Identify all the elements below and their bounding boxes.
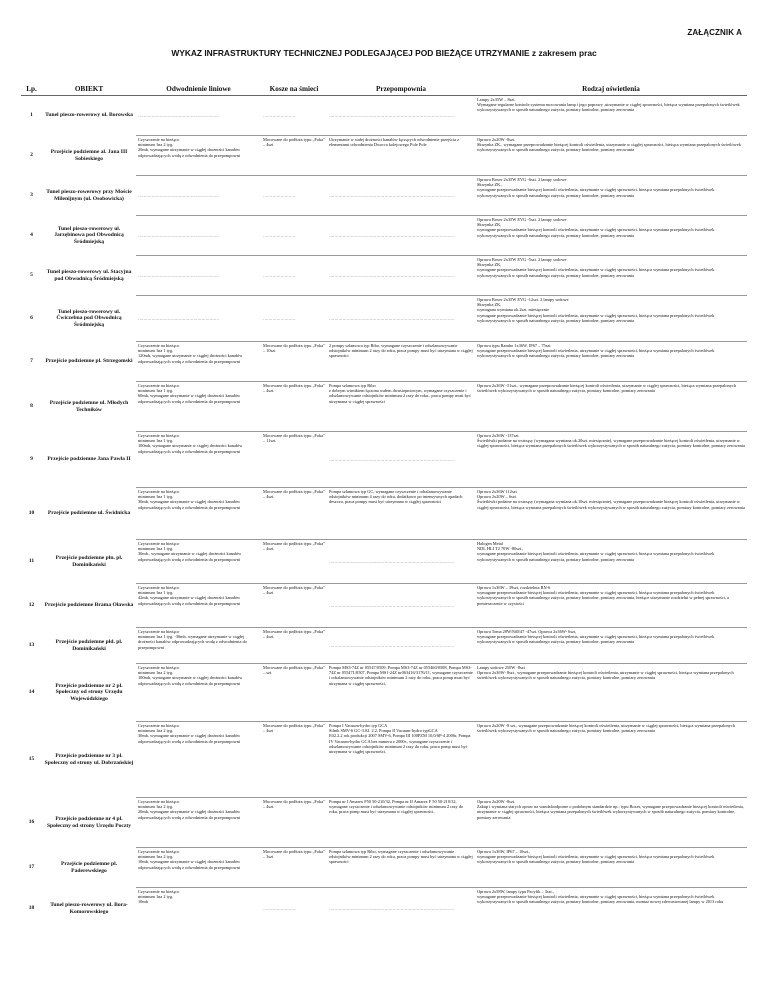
object-name: Przejście podziemne płd. pl. Dominikański xyxy=(55,638,123,652)
table-body xyxy=(21,96,747,930)
header-object: OBIEKT xyxy=(42,82,136,96)
row-number: 7 xyxy=(30,357,33,364)
lighting-cell: Oprawa 2x58W, lampy typu Pacyfik – 3szt., wymagane przeprowadzanie bieżącej kontroli oświetlenia, utrzymanie w ciągłej sprawności, bieżąca wymiana przepalonych świetlówek wykorzystywanych w sposób naturalnego zużycia, pomiary kontrolne, pomiary zerowania, montaż nowej zdewastowanej lampy w 2013 roku xyxy=(475,888,747,930)
table-row xyxy=(21,96,747,136)
object-name: Przejście podziemne płn. pl. Dominikański xyxy=(55,554,123,568)
row-number: 17 xyxy=(28,863,35,870)
row-number: 16 xyxy=(28,818,35,825)
drainage-cell: Czyszczenie na bieżąco minimum 1na 1 tyg. -30mb, wymagane utrzymanie w ciągłej drożności kanałów odprowadzających wodę z odwodnienia do przepompowni xyxy=(136,628,261,664)
trash-bins-cell: Mocowane do podłoża typu „Foka" – 4szt. xyxy=(261,488,327,540)
table-row xyxy=(21,216,747,256)
trash-bins-cell: Mocowane do podłoża typu „Foka" – 4szt. xyxy=(261,540,327,584)
row-number: 10 xyxy=(28,509,35,516)
object-name: Przejście podziemne nr 3 pl. Społeczny od strony ul. Dobrzańskiej xyxy=(44,752,134,766)
object-name: Tunel pieszo-rowerowy ul. Borowska xyxy=(45,112,133,119)
header-pump-station: Przepompownia xyxy=(327,82,475,96)
object-name: Tunel pieszo-rowerowy ul. Ćwiczebna pod Obwodnicą Śródmiejską xyxy=(56,308,122,328)
row-number: 9 xyxy=(30,455,33,462)
table-row xyxy=(21,342,747,382)
table-row xyxy=(21,888,747,930)
object-name: Przejście podziemne ul. Młodych Techników xyxy=(49,399,129,413)
lighting-cell: Oprawa 2x36W -51szt., wymagane przeprowadzanie bieżącej kontroli oświetlenia, utrzymanie w ciągłej sprawności, bieżąca wymiana przepalonych świetlówek wykorzystywanych w sposób naturalnego zużycia, pomiary kontrolne, pomiary zerowania xyxy=(475,382,747,432)
trash-bins-cell: Mocowane do podłoża typu „Foka" – 3szt xyxy=(261,848,327,888)
pump-station-cell: ………………………………………………………………………………… xyxy=(327,584,475,628)
lighting-cell: Oprawa 2x36W 112szt Oprawa 2x20W – 6szt. Świetlówki podatne na wstrząsy (wymagana wymiana ok.10szt. miesięcznie), wymagane przeprowadzanie bieżącej kontroli oświetlenia, utrzymanie w ciągłej sprawności, bieżąca wymiana przepalonych świetlówek wykorzystywanych w sposób naturalnego zużycia, pomiary kontrolne, pomiary zerowania xyxy=(475,488,747,540)
row-number: 3 xyxy=(30,191,33,198)
table-header-row xyxy=(21,82,747,96)
table-row xyxy=(21,664,747,722)
table-row xyxy=(21,540,747,584)
infrastructure-table xyxy=(21,82,747,930)
trash-bins-cell: …………………… xyxy=(261,96,327,136)
lighting-cell: Oprawa Boxer 2x35W EVG -5szt. 2 lampy sodowe Skrzynka ZK, wymagane przeprowadzanie bieżącej kontroli oświetlenia, utrzymanie w ciągłej sprawności, bieżąca wymiana przepalonych świetlówek wykorzystywanych w sposób naturalnego zużycia, pomiary kontrolne, pomiary zerowania xyxy=(475,216,747,256)
pump-station-cell: Pompa nr I Amarex F50 50-210/32, Pompa nr II Amarex F 50 50-210/32, wymagane czyszczenie i odszlamowywanie odstojników minimum 2 razy do roku, praca pomp musi być utrzymana w ciągłej sprawności, xyxy=(327,798,475,848)
lighting-cell: Oprawa Toma 28W/840/47 -47szt. Oprawa 2x36W- 6szt, wymagane przeprowadzanie bieżącej kontroli oświetlenia, utrzymanie w ciągłej sprawności, bieżąca wymiana przepalonych świetlówek wykorzystywanych w sposób naturalnego zużycia, pomiary kontrolne, pomiary zerowania xyxy=(475,628,747,664)
document-title: WYKAZ INFRASTRUKTURY TECHNICZNEJ PODLEGAJĄCEJ POD BIEŻĄCE UTRZYMANIE z zakresem prac xyxy=(171,48,597,58)
table-row xyxy=(21,432,747,488)
table-row xyxy=(21,798,747,848)
object-name: Tunel pieszo-rowerowy ul. Bora-Komorowskiego xyxy=(50,901,128,915)
pump-station-cell: Pompa szlamowa typ Bibo z dobrym wirnikiem łączona wałem dwustopniowym, wymagane czyszczenie i odszlamowywanie odstojników minimum 2 razy do roku., praca pompy musi być utrzymana w ciągłej sprawności xyxy=(327,382,475,432)
row-number: 4 xyxy=(30,231,33,238)
lighting-cell: Oprawa 2x20W -8szt. Skrzynka ZK., wymagane przeprowadzanie bieżącej kontroli oświetlenia, utrzymanie w ciągłej sprawności, bieżąca wymiana przepalonych świetlówek wykorzystywanych w sposób naturalnego zużycia, pomiary kontrolne, pomiary zerowania xyxy=(475,136,747,176)
drainage-cell: …………………………………………………… xyxy=(136,96,261,136)
object-name: Tunel pieszo-rowerowy ul. Stacyjna pod Obwodnicą Śródmiejską xyxy=(46,268,132,282)
table-row xyxy=(21,628,747,664)
object-name: Przejście podziemne nr 2 pl. Społeczny od strony Urzędu Wojewódzkiego xyxy=(55,682,123,702)
header-trash-bins: Kosze na śmieci xyxy=(261,82,327,96)
lighting-cell: Oprawa 2x20W -8 szt., wymagane przeprowadzanie bieżącej kontroli oświetlenia, utrzymanie w ciągłej sprawności, bieżąca wymiana przepalonych świetlówek wykorzystywanych w sposób naturalnego zużycia, pomiary kontrolne, pomiary zerowania xyxy=(475,722,747,798)
drainage-cell: …………………………………………………… xyxy=(136,216,261,256)
lighting-cell: Oprawa typu Rambo 1x36W, IP67 – 75szt wymagane przeprowadzanie bieżącej kontroli oświetlenia, utrzymanie w ciągłej sprawności, bieżąca wymiana przepalonych świetlówek wykorzystywanych w sposób naturalnego zużycia, pomiary kontrolne, pomiary zerowania xyxy=(475,342,747,382)
row-number: 8 xyxy=(30,402,33,409)
lighting-cell: Halogen Metal NDL HLI T2 70W -80szt., wymagane przeprowadzanie bieżącej kontroli oświetlenia, utrzymanie w ciągłej sprawności, bieżąca wymiana przepalonych świetlówek wykorzystywanych w sposób naturalnego zużycia, pomiary kontrolne, pomiary zerowania xyxy=(475,540,747,584)
table-row xyxy=(21,256,747,296)
pump-station-cell: ………………………………………………………………………………… xyxy=(327,432,475,488)
object-name: Tunel pieszo-rowerowy przy Moście Milenijnym (ul. Osobowicka) xyxy=(46,188,132,202)
drainage-cell: Czyszczenie na bieżąco minimum 1na 2 tyg. 20mb, wymagane utrzymanie w ciągłej drożności kanałów odprowadzających wodę z odwodnienia do przepompowni xyxy=(136,798,261,848)
pump-station-cell: Pompa szlamowa typ Bibo, wymagane czyszczenie i odszlamowywanie odstojników minimum 2 razy do roku, praca pompy musi być utrzymana w ciągłej sprawności xyxy=(327,848,475,888)
pump-station-cell: Utrzymanie w stałej drożności kanałów łączących odwodnienie przejścia z elementami odwodnienia Dworca kolejowego Pole Pole xyxy=(327,136,475,176)
trash-bins-cell: Mocowane do podłoża typu „Foka" – 10szt xyxy=(261,342,327,382)
pump-station-cell: ………………………………………………………………………………… xyxy=(327,888,475,930)
pump-station-cell: Pompa MS3-74Z nr 05547/0509, Pompa MS3-74Z nr 055460/0508, Pompa MS3-74Z nr 055471/0507, Pompa MS1-24Z nr063416/3176/11, wymagane czyszczenie i odszlamowywanie odstojników minimum 2 razy do roku, praca pomp musi być utrzymana w ciągłej sprawności, xyxy=(327,664,475,722)
drainage-cell: Czyszczenie na bieżąco minimum 1na 1 tyg. 30mb, wymagane utrzymanie w ciągłej drożności kanałów odprowadzających wodę z odwodnienia do przepompowni xyxy=(136,488,261,540)
trash-bins-cell: Mocowane do podłoża typu „Foka" – szt. xyxy=(261,664,327,722)
row-number: 11 xyxy=(28,557,35,564)
drainage-cell: Czyszczenie na bieżąco minimum 1na 1 tyg. 30mb., wymagane utrzymanie w ciągłej drożności kanałów odprowadzających wodę z odwodnienia do przepompowni xyxy=(136,540,261,584)
trash-bins-cell: Mocowane do podłoża typu „Foka" – 4szt xyxy=(261,136,327,176)
trash-bins-cell: Mocowane do podłoża typu „Foka" – 4szt. xyxy=(261,628,327,664)
pump-station-cell: ………………………………………………………………………………… xyxy=(327,628,475,664)
row-number: 15 xyxy=(28,755,35,762)
object-name: Przejście podziemne ul. Świdnicka xyxy=(47,510,131,517)
object-name: Przejście podziemne pl. Paderewskiego xyxy=(60,860,118,874)
row-number: 6 xyxy=(30,314,33,321)
object-name: Przejście podziemne pl. Strzegomski xyxy=(45,358,133,365)
row-number: 18 xyxy=(28,904,35,911)
trash-bins-cell: …………………… xyxy=(261,256,327,296)
trash-bins-cell: Mocowane do podłoża typu „Foka" – 4szt. xyxy=(261,382,327,432)
lighting-cell: Lampy 2x35W – 8szt. Wymagane regularne kontrole systemu mocowania lamp i jego poprawy ,utrzymanie w ciągłej sprawności, bieżąca wymiana przepalonych świetlówek wykorzystywanych w sposób naturalnego zużycia, pomiary kontrolne, pomiary zerowania xyxy=(475,96,747,136)
trash-bins-cell: Mocowane do podłoża typu „Foka" – 4szt xyxy=(261,722,327,798)
header-linear-drainage: Odwodnienie liniowe xyxy=(136,82,261,96)
pump-station-cell: Pompa szlamowa typ GC, wymagane czyszczenie i odszlamowywanie odstojników minimum 4 razy do roku, dodatkowo po intensywnych opadach deszczu, praca pompy musi być utrzymana w ciągłej sprawności xyxy=(327,488,475,540)
drainage-cell: Czyszczenie na bieżąco minimum 1na 1 tyg. 100mb, wymagane utrzymanie w ciągłej drożności kanałów odprowadzających wodę z odwodnienia do przepompowni xyxy=(136,432,261,488)
lighting-cell: Oprawa 2x36W -137szt. Świetlówki podatne na wstrząsy (wymagana wymiana ok.20szt. miesięcznie), wymagane przeprowadzanie bieżącej kontroli oświetlenia, utrzymanie w ciągłej sprawności, bieżąca wymiana przepalonych świetlówek wykorzystywanych w sposób naturalnego zużycia, pomiary kontrolne, pomiary zerowania xyxy=(475,432,747,488)
drainage-cell: Czyszczenie na bieżąco minimum 1na 2 tyg. 10mb, wymagane utrzymanie w ciągłej drożności kanałów odprowadzających wodę z odwodnienia do przepompowni xyxy=(136,848,261,888)
row-number: 5 xyxy=(30,271,33,278)
lighting-cell: Oprawa Boxer 2x35W EVG -12szt. 2 lampy sodowe Skrzynka ZK, wymagana wymiana ok.2szt. miesięcznie wymagane przeprowadzanie bieżącej kontroli oświetlenia, utrzymanie w ciągłej sprawności, bieżąca wymiana przepalonych świetlówek wykorzystywanych w sposób naturalnego zużycia, pomiary kontrolne, pomiary zerowania xyxy=(475,296,747,342)
object-name: Przejście podziemne Brama Oławska xyxy=(44,602,134,609)
trash-bins-cell: …………………… xyxy=(261,176,327,216)
table-row xyxy=(21,722,747,798)
drainage-cell: Czyszczenie na bieżąco minimum 1na 1 tyg. 42mb, wymagane utrzymanie w ciągłej drożności kanałów odprowadzających wodę z odwodnienia do przepompowni xyxy=(136,584,261,628)
table-row xyxy=(21,176,747,216)
table-row xyxy=(21,136,747,176)
pump-station-cell: ………………………………………………………………………………… xyxy=(327,540,475,584)
table-row xyxy=(21,584,747,628)
pump-station-cell: ………………………………………………………………………………… xyxy=(327,296,475,342)
lighting-cell: Oprawa 2x20W -8szt. Zakup i wymiana starych opraw na wandaloodporne o podobnym standardzie np.: typu Boxer, wymagane przeprowadzanie bieżącej kontroli oświetlenia, utrzymanie w ciągłej sprawności, bieżąca wymiana przepalonych świetlówek wykorzystywanych w sposób naturalnego zużycia, pomiary kontrolne, pomiary zerowania xyxy=(475,798,747,848)
pump-station-cell: Pompa I Vacuum-hydro typ GCA Silnik SMV-6 GC-3.02. 2.2, Pompa II Vacuum-hydro typGCA E02.2.2 rok produkcji 2007 SMV-6, Pompa III 100PZM 10,0/SP-4 2006r, Pompa IV Vacuum-hydro GCA bez numeru z 2000r., wymagane czyszczenie i odszlamowywanie odstojników minimum 2 razy do roku, praca pomp musi być utrzymana w ciągłej sprawności, xyxy=(327,722,475,798)
header-lighting-type: Rodzaj oświetlenia xyxy=(475,82,747,96)
trash-bins-cell: …………………… xyxy=(261,296,327,342)
pump-station-cell: ………………………………………………………………………………… xyxy=(327,96,475,136)
row-number: 1 xyxy=(30,112,33,119)
trash-bins-cell: …………………… xyxy=(261,888,327,930)
drainage-cell: Czyszczenie na bieżąco minimum 1na 2 tyg. 100mb, wymagane utrzymanie w ciągłej drożności kanałów odprowadzających wodę z odwodnienia do przepompowni xyxy=(136,664,261,722)
trash-bins-cell: Mocowane do podłoża typu „Foka" – 4szt xyxy=(261,584,327,628)
lighting-cell: Oprawa 1x36W – 39szt, rozdzielnia RN-6 wymagane przeprowadzanie bieżącej kontroli oświetlenia, utrzymanie w ciągłej sprawności, bieżąca wymiana przepalonych świetlówek wykorzystywanych w sposób naturalnego zużycia, pomiary kontrolne, pomiary zerowania, bieżące utrzymanie rozdzielni w pełnej sprawności, a pomieszczenie w czystości xyxy=(475,584,747,628)
lighting-cell: Oprawa Boxer 2x35W EVG -6szt. 2 lampy sodowe Skrzynka ZK., wymagane przeprowadzanie bieżącej kontroli oświetlenia, utrzymanie w ciągłej sprawności, bieżąca wymiana przepalonych świetlówek wykorzystywanych w sposób naturalnego zużycia, pomiary kontrolne, pomiary zerowania xyxy=(475,176,747,216)
object-name: Przejście podziemne al. Jana III Sobieskiego xyxy=(50,148,128,162)
object-name: Przejście podziemne nr 4 pl. Społeczny od strony Urzędu Poczty xyxy=(46,815,132,829)
pump-station-cell: ………………………………………………………………………………… xyxy=(327,216,475,256)
object-name: Przejście podziemne Jana Pawła II xyxy=(47,456,131,463)
object-name: Tunel pieszo-rowerowy ul. Jarzębinowa pod Obwodnicą Śródmiejską xyxy=(54,225,124,245)
row-number: 14 xyxy=(28,688,35,695)
drainage-cell: Czyszczenie na bieżąco minimum 1na 2 tyg. 30mb, wymagane utrzymanie w ciągłej drożności kanałów odprowadzających wodę z odwodnienia do przepompowni xyxy=(136,722,261,798)
drainage-cell: Czyszczenie na bieżąco minimum 1na 2 tyg. 20mb, wymagane utrzymanie w ciągłej drożności kanałów odprowadzających wodę z odwodnienia do przepompowni xyxy=(136,136,261,176)
table-row xyxy=(21,382,747,432)
drainage-cell: …………………………………………………… xyxy=(136,296,261,342)
header-lp: Lp. xyxy=(21,82,42,96)
row-number: 12 xyxy=(28,601,35,608)
drainage-cell: Czyszczenie na bieżąco minimum 1na 1 tyg. 120mb, wymagane utrzymanie w ciągłej drożności kanałów odprowadzających wodę z odwodnienia do przepompowni xyxy=(136,342,261,382)
drainage-cell: …………………………………………………… xyxy=(136,176,261,216)
table-row xyxy=(21,488,747,540)
trash-bins-cell: Mocowane do podłoża typu „Foka" – 4szt. xyxy=(261,798,327,848)
table-row xyxy=(21,848,747,888)
pump-station-cell: ………………………………………………………………………………… xyxy=(327,256,475,296)
table-row xyxy=(21,296,747,342)
lighting-cell: Oprawa 1x36W, IP67 – 10szt., wymagane przeprowadzanie bieżącej kontroli oświetlenia, utrzymanie w ciągłej sprawności, bieżąca wymiana przepalonych świetlówek wykorzystywanych w sposób naturalnego zużycia, pomiary kontrolne, pomiary zerowania xyxy=(475,848,747,888)
trash-bins-cell: Mocowane do podłoża typu „Foka" – 11szt. xyxy=(261,432,327,488)
lighting-cell: Oprawa Boxer 2x35W EVG -5szt. 2 lampy sodowe Skrzynka ZK, wymagane przeprowadzanie bieżącej kontroli oświetlenia, utrzymanie w ciągłej sprawności, bieżąca wymiana przepalonych świetlówek wykorzystywanych w sposób naturalnego zużycia, pomiary kontrolne, pomiary zerowania xyxy=(475,256,747,296)
row-number: 13 xyxy=(28,641,35,648)
pump-station-cell: ………………………………………………………………………………… xyxy=(327,176,475,216)
row-number: 2 xyxy=(30,151,33,158)
trash-bins-cell: …………………… xyxy=(261,216,327,256)
drainage-cell: …………………………………………………… xyxy=(136,256,261,296)
drainage-cell: Czyszczenie na bieżąco minimum 1na 1 tyg. 60mb, wymagane utrzymanie w ciągłej drożności kanałów odprowadzających wodę z odwodnienia do przepompowni xyxy=(136,382,261,432)
lighting-cell: Lampy sodowe 250W -8szt Oprawa 2x36W- 8szt., wymagane przeprowadzanie bieżącej kontroli oświetlenia, utrzymanie w ciągłej sprawności, bieżąca wymiana przepalonych świetlówek wykorzystywanych w sposób naturalnego zużycia, pomiary kontrolne, pomiary zerowania xyxy=(475,664,747,722)
annex-label: ZAŁĄCZNIK A xyxy=(687,28,742,37)
drainage-cell: Czyszczenie na bieżąco minimum 1na 2 tyg. 10mb xyxy=(136,888,261,930)
pump-station-cell: 2 pompy szlamowa typ Bibo, wymagane czyszczenie i odszlamowywanie odstojników minimum 2 razy do roku, praca pompy musi być utrzymana w ciągłej sprawności xyxy=(327,342,475,382)
